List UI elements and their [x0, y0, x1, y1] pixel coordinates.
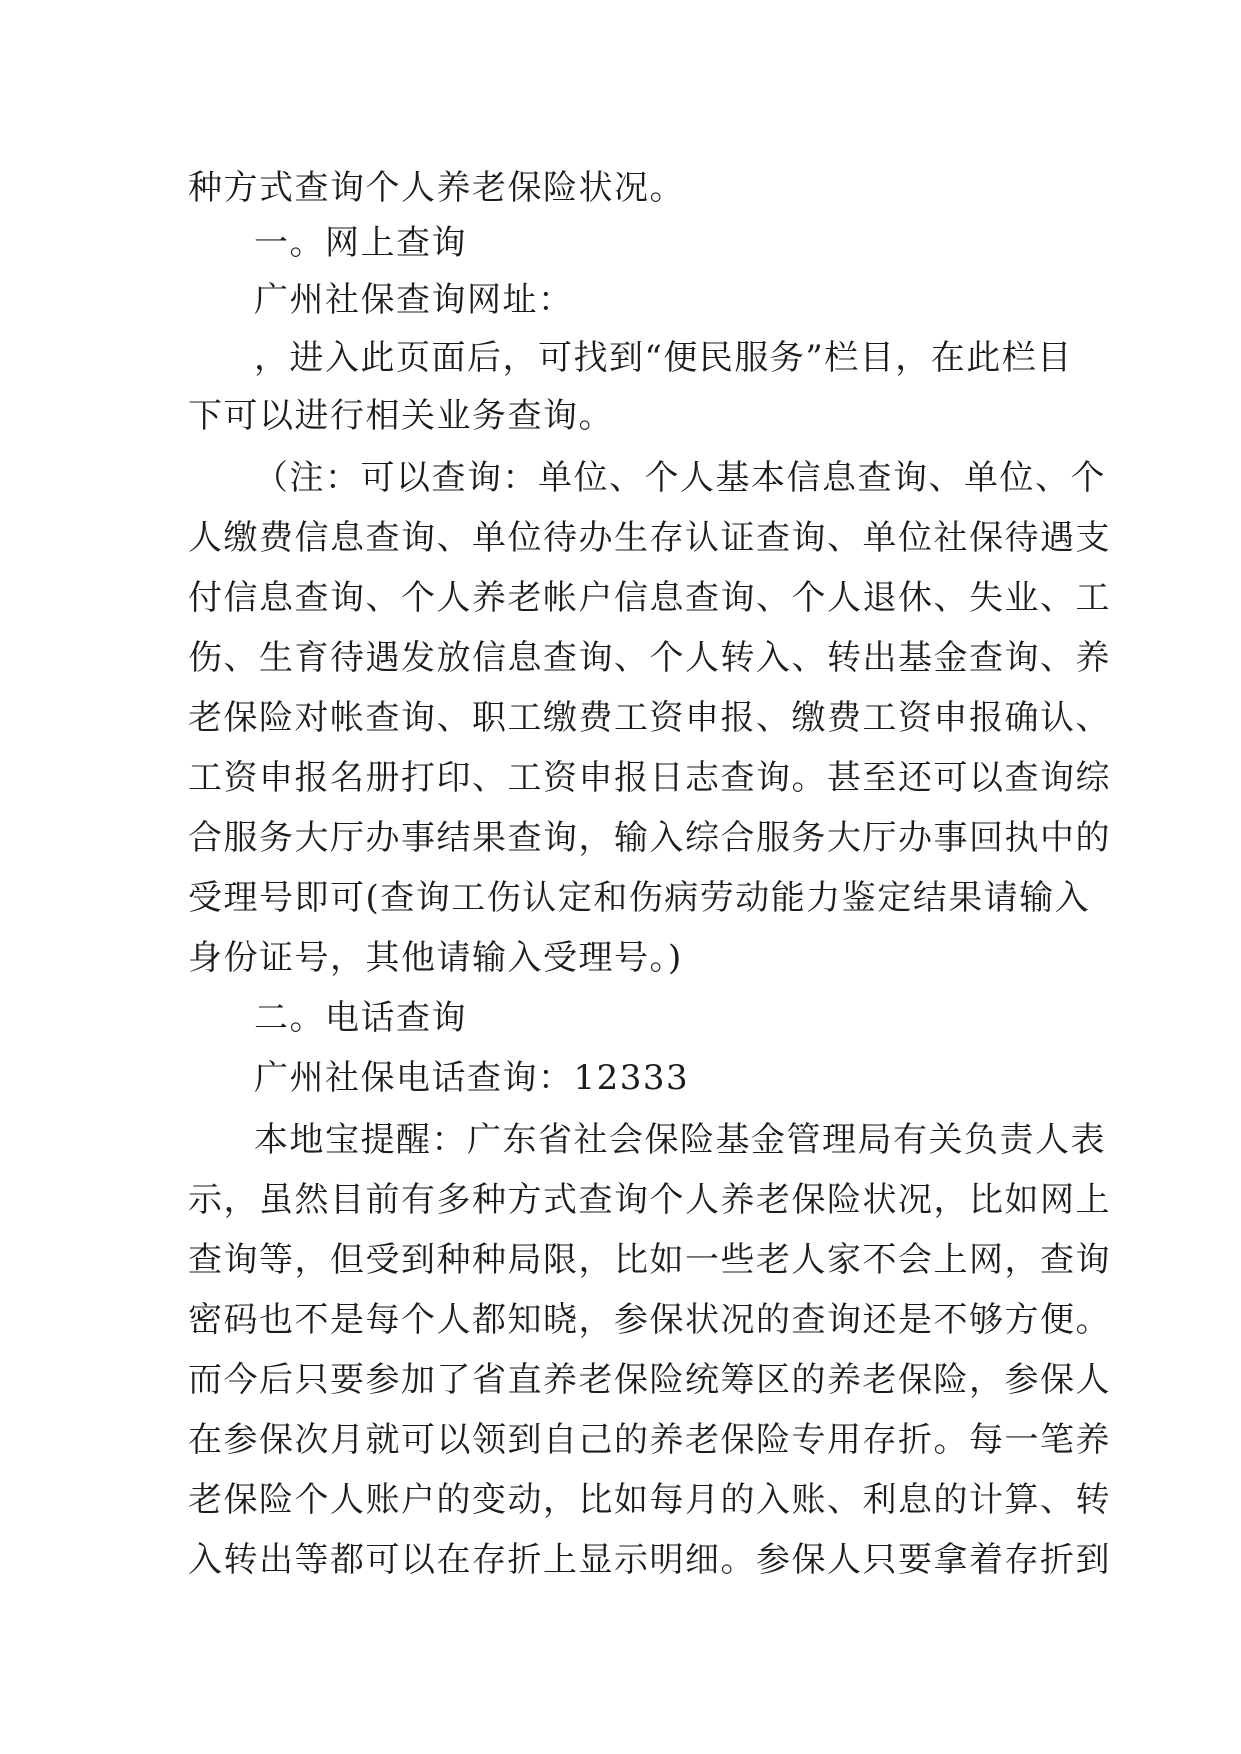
section-heading-phone: 二。电话查询	[254, 998, 467, 1038]
text-line: 老保险个人账户的变动，比如每月的入账、利息的计算、转	[188, 1480, 1111, 1520]
text-line: 下可以进行相关业务查询。	[188, 396, 614, 436]
text-line: 种方式查询个人养老保险状况。	[188, 168, 685, 208]
text-line: 示，虽然目前有多种方式查询个人养老保险状况，比如网上	[188, 1180, 1111, 1220]
text-line: 老保险对帐查询、职工缴费工资申报、缴费工资申报确认、	[188, 698, 1111, 738]
text-line: 人缴费信息查询、单位待办生存认证查询、单位社保待遇支	[188, 518, 1111, 558]
text-line: 广州社保查询网址：	[254, 280, 574, 320]
text-line: 伤、生育待遇发放信息查询、个人转入、转出基金查询、养	[188, 638, 1111, 678]
text-line: ，进入此页面后，可找到“便民服务”栏目，在此栏目	[254, 338, 1073, 378]
text-line: 本地宝提醒：广东省社会保险基金管理局有关负责人表	[254, 1120, 1106, 1160]
text-line: 工资申报名册打印、工资申报日志查询。甚至还可以查询综	[188, 758, 1111, 798]
text-line: 身份证号，其他请输入受理号。)	[188, 938, 683, 978]
text-line: 密码也不是每个人都知晓，参保状况的查询还是不够方便。	[188, 1300, 1111, 1340]
text-line: 合服务大厅办事结果查询，输入综合服务大厅办事回执中的	[188, 818, 1111, 858]
text-line: 而今后只要参加了省直养老保险统筹区的养老保险，参保人	[188, 1360, 1111, 1400]
text-line: 在参保次月就可以领到自己的养老保险专用存折。每一笔养	[188, 1420, 1111, 1460]
text-line: 广州社保电话查询：12333	[254, 1058, 690, 1098]
text-line: 入转出等都可以在存折上显示明细。参保人只要拿着存折到	[188, 1540, 1111, 1580]
section-heading-online: 一。网上查询	[254, 223, 467, 263]
text-line: （注：可以查询：单位、个人基本信息查询、单位、个	[254, 458, 1106, 498]
text-line: 查询等，但受到种种局限，比如一些老人家不会上网，查询	[188, 1240, 1111, 1280]
text-line: 付信息查询、个人养老帐户信息查询、个人退休、失业、工	[188, 578, 1111, 618]
text-line: 受理号即可(查询工伤认定和伤病劳动能力鉴定结果请输入	[188, 878, 1091, 918]
